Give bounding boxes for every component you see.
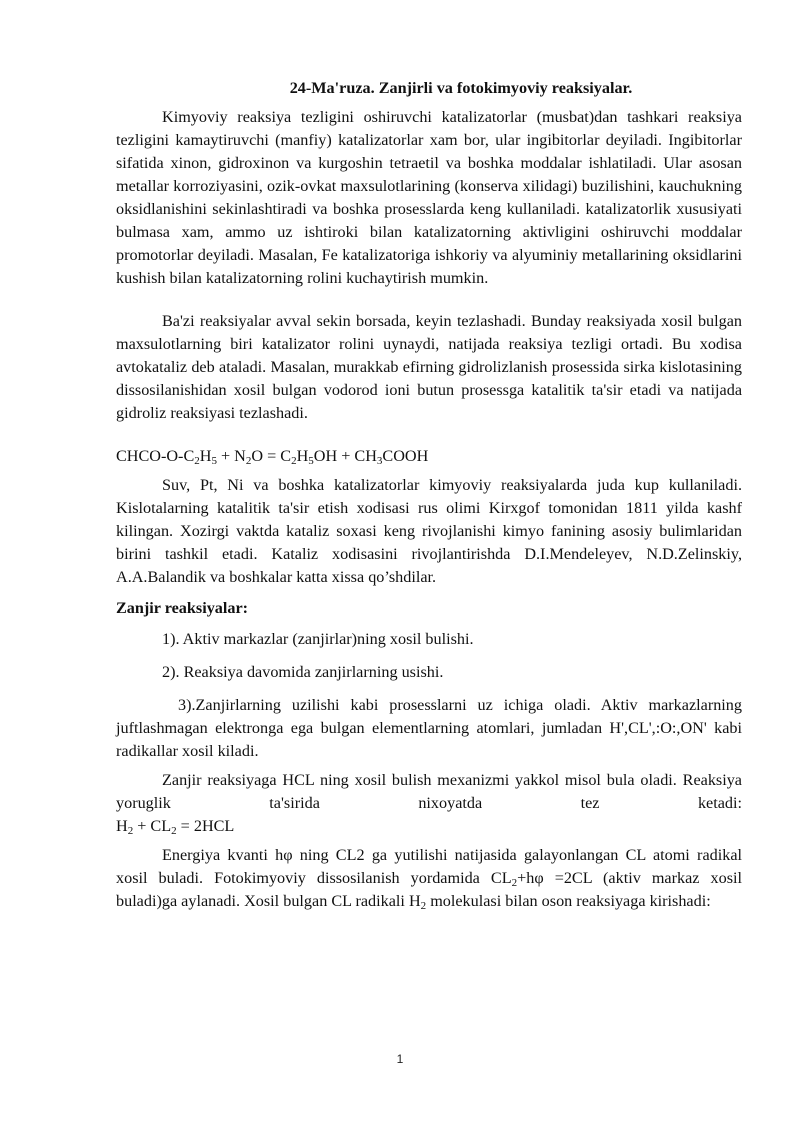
paragraph-hcl-mechanism: Zanjir reaksiyaga HCL ning xosil bulish mexanizmi yakkol misol bula oladi. Reaksiya yoruglik ta'sirida nixoyatda tez ketadi:	[116, 771, 742, 812]
list-item-1: 1). Aktiv markazlar (zanjirlar)ning xosil bulishi.	[162, 630, 474, 648]
eq2-part: = 2HCL	[176, 817, 235, 835]
eq1-sub: 2	[194, 455, 200, 467]
eq2-sub: 2	[127, 825, 134, 837]
eq1-part: COOH	[382, 447, 429, 465]
list-item-2: 2). Reaksiya davomida zanjirlarning usishi.	[162, 663, 444, 681]
p6-part: molekulasi bilan oson reaksiyaga kirishadi:	[426, 892, 711, 910]
eq1-part: + N	[216, 447, 246, 465]
eq1-sub: 2	[245, 455, 252, 467]
paragraph-catalysis-history: Suv, Pt, Ni va boshka katalizatorlar kimyoviy reaksiyalarda juda kup kullaniladi. Kislotalarning katalitik ta'sir etish xodisasi rus olimi Kirxgof tomonidan 1811 yilda kashf kilingan. Xozirgi vaktda kataliz soxasi keng rivojlanishi kimyo fanining asosiy bulimlaridan birini tashkil etadi. Kataliz xodisasini rivojlantirishda D.I.Mendeleyev, N.D.Zelinskiy, A.A.Balandik va boshkalar katta xissa qo’shdilar.	[116, 476, 742, 586]
p6-sub: 2	[511, 877, 518, 889]
eq1-sub: 5	[308, 455, 314, 467]
eq1-part: H	[199, 447, 212, 465]
paragraph-autocatalysis: Ba'zi reaksiyalar avval sekin borsada, keyin tezlashadi. Bunday reaksiyada xosil bulgan maxsulotlarning biri katalizator rolini uynaydi, natijada reaksiya tezligi ortadi. Bu xodisa avtokataliz deb ataladi. Masalan, murakkab efirning gidrolizlanish prosessida sirka kislotasining dissosilanishidan xosil bulgan vodorod ioni butun prosessga katalitik ta'sir etadi va natijada gidroliz reaksiyasi tezlashadi.	[116, 312, 742, 422]
equation-hcl	[116, 815, 742, 838]
eq1-sub: 5	[211, 455, 217, 467]
eq2-part: + CL	[133, 817, 172, 835]
equation-hydrolysis	[116, 445, 742, 468]
page-number: 1	[396, 1052, 404, 1066]
lecture-title: 24-Ma'ruza. Zanjirli va fotokimyoviy reaksiyalar.	[289, 79, 633, 97]
p6-sub: 2	[420, 900, 427, 912]
eq2-sub: 2	[171, 825, 177, 837]
eq2-part: H	[116, 817, 128, 835]
eq1-sub: 3	[376, 455, 383, 467]
section-heading-chain-reactions: Zanjir reaksiyalar:	[116, 599, 249, 617]
eq1-part: OH + CH	[313, 447, 377, 465]
eq1-part: H	[296, 447, 309, 465]
eq1-sub: 2	[291, 455, 297, 467]
eq1-part: O = C	[251, 447, 292, 465]
eq1-part: CHCO-O-C	[116, 447, 195, 465]
page-content	[116, 77, 742, 913]
paragraph-photodissociation	[116, 844, 742, 913]
paragraph-inhibitors: Kimyoviy reaksiya tezligini oshiruvchi katalizatorlar (musbat)dan tashkari reaksiya tezligini kamaytiruvchi (manfiy) katalizatorlar xam bor, ular ingibitorlar deyiladi. Ingibitorlar sifatida xinon, gidroxinon va kurgoshin tetraetil va boshka moddalar ishlatiladi. Ular asosan metallar korroziyasini, ozik-ovkat maxsulotlarining (konserva xilidagi) buzilishini, kauchukning oksidlanishini sekinlashtiradi va boshka prosesslarda keng kullaniladi. katalizatorlik xususiyati bulmasa xam, ammo uz ishtiroki bilan katalizatorning aktivligini oshiruvchi moddalar promotorlar deyiladi. Masalan, Fe katalizatoriga ishkoriy va alyuminiy metallarining oksidlarini kushish bilan katalizatorning rolini kuchaytirish mumkin.	[116, 108, 742, 287]
p6-part: +hφ =2CL (aktiv markaz xosil buladi)ga aylanadi. Xosil bulgan CL radikali H	[116, 869, 742, 910]
paragraph-chain-termination: 3).Zanjirlarning uzilishi kabi prosesslarni uz ichiga oladi. Aktiv markazlarning juftlashmagan elektronga ega bulgan elementlarning atomlari, jumladan H',CL',:O:,ON' kabi radikallar xosil kiladi.	[116, 696, 742, 760]
p6-part: Energiya kvanti hφ ning CL2 ga yutilishi natijasida galayonlangan CL atomi radikal xosil buladi. Fotokimyoviy dissosilanish yordamida CL	[116, 846, 742, 887]
